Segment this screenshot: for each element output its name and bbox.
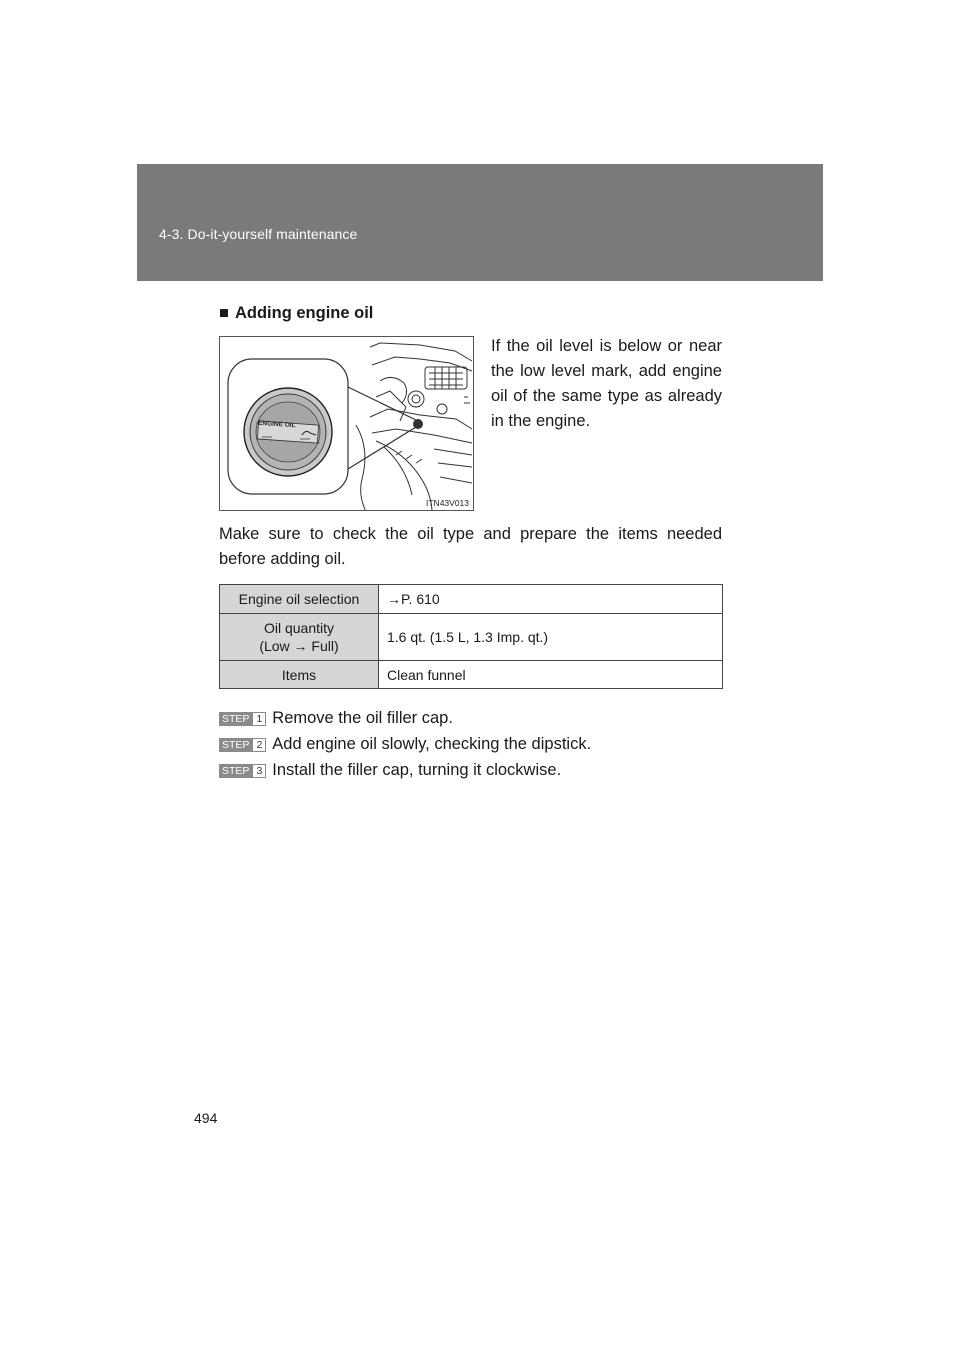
heading-title: Adding engine oil [234, 304, 374, 322]
step-item [219, 732, 739, 757]
row-value-oil-selection: →P. 610 [379, 585, 723, 614]
row-value-items: Clean funnel [379, 661, 723, 689]
step-list [219, 706, 739, 784]
section-title: 4-3. Do-it-yourself maintenance [159, 226, 358, 242]
header-band [137, 164, 823, 281]
cap-label: ENGINE OIL [257, 419, 296, 430]
table-row [220, 661, 723, 689]
step-badge: STEP 1 [219, 712, 266, 726]
section-heading [219, 304, 373, 323]
step-text: Remove the oil filler cap. [272, 709, 453, 727]
engine-oil-cap-illustration [219, 336, 474, 511]
row-label-oil-selection: Engine oil selection [220, 585, 379, 614]
table-row [220, 614, 723, 661]
oil-spec-table [219, 584, 723, 689]
figure-code: ITN43V013 [426, 498, 469, 508]
step-badge: STEP 2 [219, 738, 266, 752]
row-label-oil-quantity: Oil quantity (Low → Full) [220, 614, 379, 661]
row-value-oil-quantity: 1.6 qt. (1.5 L, 1.3 Imp. qt.) [379, 614, 723, 661]
row-label-items: Items [220, 661, 379, 689]
step-text: Add engine oil slowly, checking the dipstick. [272, 735, 592, 753]
step-badge: STEP 3 [219, 764, 266, 778]
intro-paragraph: If the oil level is below or near the low level mark, add engine oil of the same type as already in the engine. [491, 337, 722, 430]
table-row [220, 585, 723, 614]
step-text: Install the filler cap, turning it clockwise. [272, 761, 562, 779]
step-item [219, 706, 739, 731]
page-number: 494 [194, 1110, 218, 1126]
body-paragraph: Make sure to check the oil type and prepare the items needed before adding oil. [219, 525, 722, 568]
square-bullet-icon: ■ [219, 304, 229, 322]
step-item [219, 758, 739, 783]
